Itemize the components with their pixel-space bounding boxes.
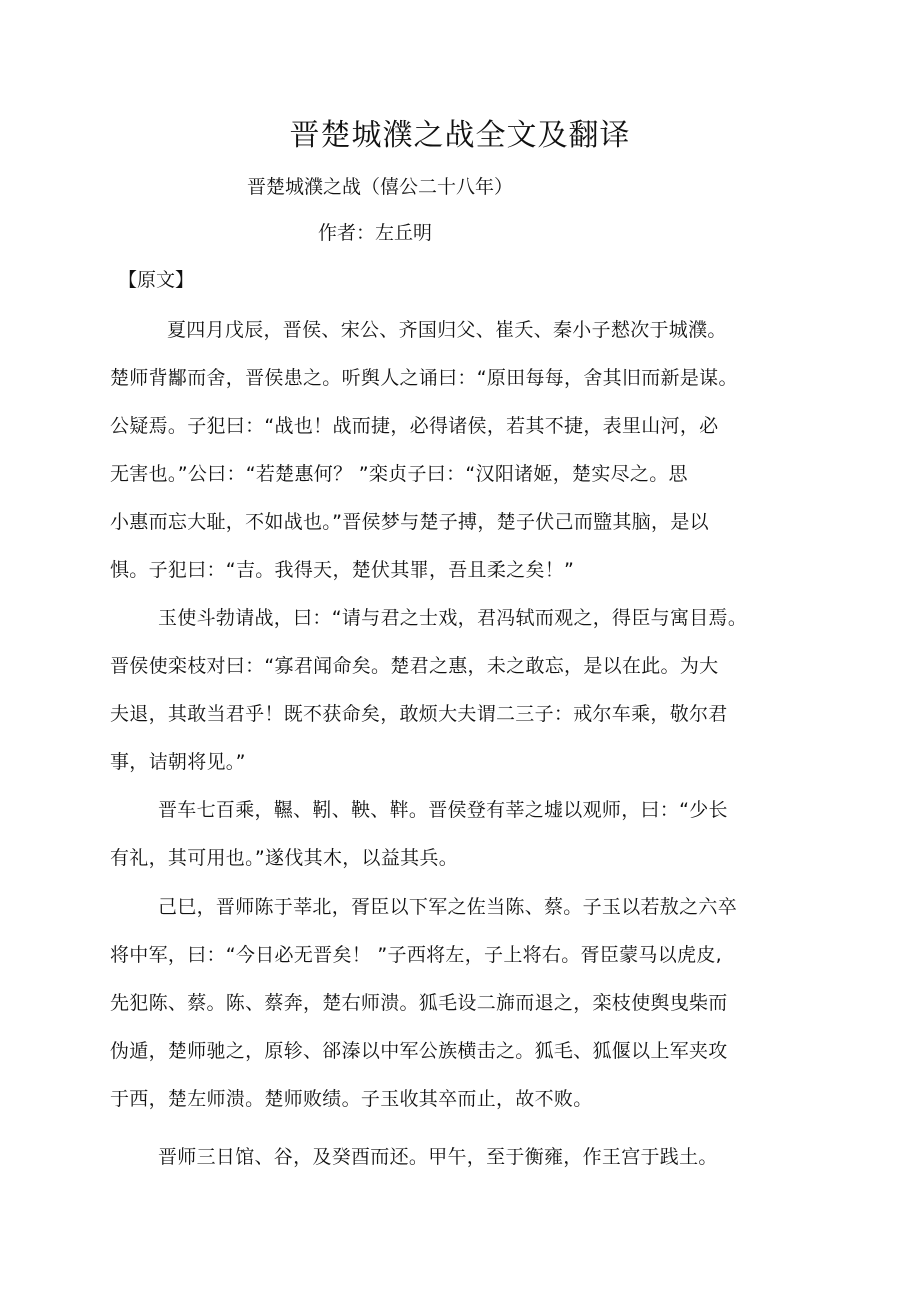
text-line: 夏四月戊辰，晋侯、宋公、齐国归父、崔夭、秦小子慭次于城濮。 <box>167 319 727 341</box>
text-line: 伪遁，楚师驰之，原轸、郤溱以中军公族横击之。狐毛、狐偃以上军夹攻 <box>110 1040 728 1062</box>
document-title: 晋楚城濮之战全文及翻译 <box>289 118 631 153</box>
text-line: 公疑焉。子犯曰：“战也！战而捷，必得诸侯，若其不捷，表里山河，必 <box>110 415 719 437</box>
text-line: 夫退，其敢当君乎！既不获命矣，敢烦大夫谓二三子：戒尔车乘，敬尔君 <box>110 703 728 725</box>
section-heading-original-text: 【原文】 <box>118 269 195 291</box>
text-line: 于西，楚左师溃。楚师败绩。子玉收其卒而止，故不败。 <box>110 1088 593 1110</box>
text-line: 己巳，晋师陈于莘北，胥臣以下军之佐当陈、蔡。子玉以若敖之六卒 <box>158 896 738 918</box>
text-line: 事，诘朝将见。” <box>110 751 246 773</box>
text-line: 晋车七百乘，韅、靷、鞅、靽。晋侯登有莘之墟以观师，曰：“少长 <box>158 799 728 821</box>
text-line: 无害也。”公曰：“若楚惠何？ ”栾贞子曰：“汉阳诸姬，楚实尽之。思 <box>110 463 688 485</box>
text-line: 小惠而忘大耻，不如战也。”晋侯梦与楚子搏，楚子伏己而盬其脑，是以 <box>110 511 709 533</box>
text-line: 将中军，曰：“今日必无晋矣！ ”子西将左，子上将右。胥臣蒙马以虎皮, <box>110 944 722 966</box>
text-line: 楚师背酅而舍，晋侯患之。听舆人之诵曰：“原田每每，舍其旧而新是谋。 <box>110 367 738 389</box>
text-line: 先犯陈、蔡。陈、蔡奔，楚右师溃。狐毛设二旆而退之，栾枝使舆曳柴而 <box>110 992 728 1014</box>
author-line: 作者：左丘明 <box>318 222 433 244</box>
text-line: 晋侯使栾枝对曰：“寡君闻命矣。楚君之惠，未之敢忘，是以在此。为大 <box>110 655 719 677</box>
text-line: 惧。子犯曰：“吉。我得天，楚伏其罪，吾且柔之矣！” <box>110 559 575 581</box>
text-line: 玉使斗勃请战，曰：“请与君之士戏，君冯轼而观之，得臣与寓目焉。 <box>158 607 748 629</box>
document-subtitle: 晋楚城濮之战（僖公二十八年） <box>247 176 514 198</box>
text-line: 晋师三日馆、谷，及癸酉而还。甲午，至于衡雍，作王宫于践土。 <box>158 1146 718 1168</box>
text-line: 有礼，其可用也。”遂伐其木，以益其兵。 <box>110 847 459 869</box>
